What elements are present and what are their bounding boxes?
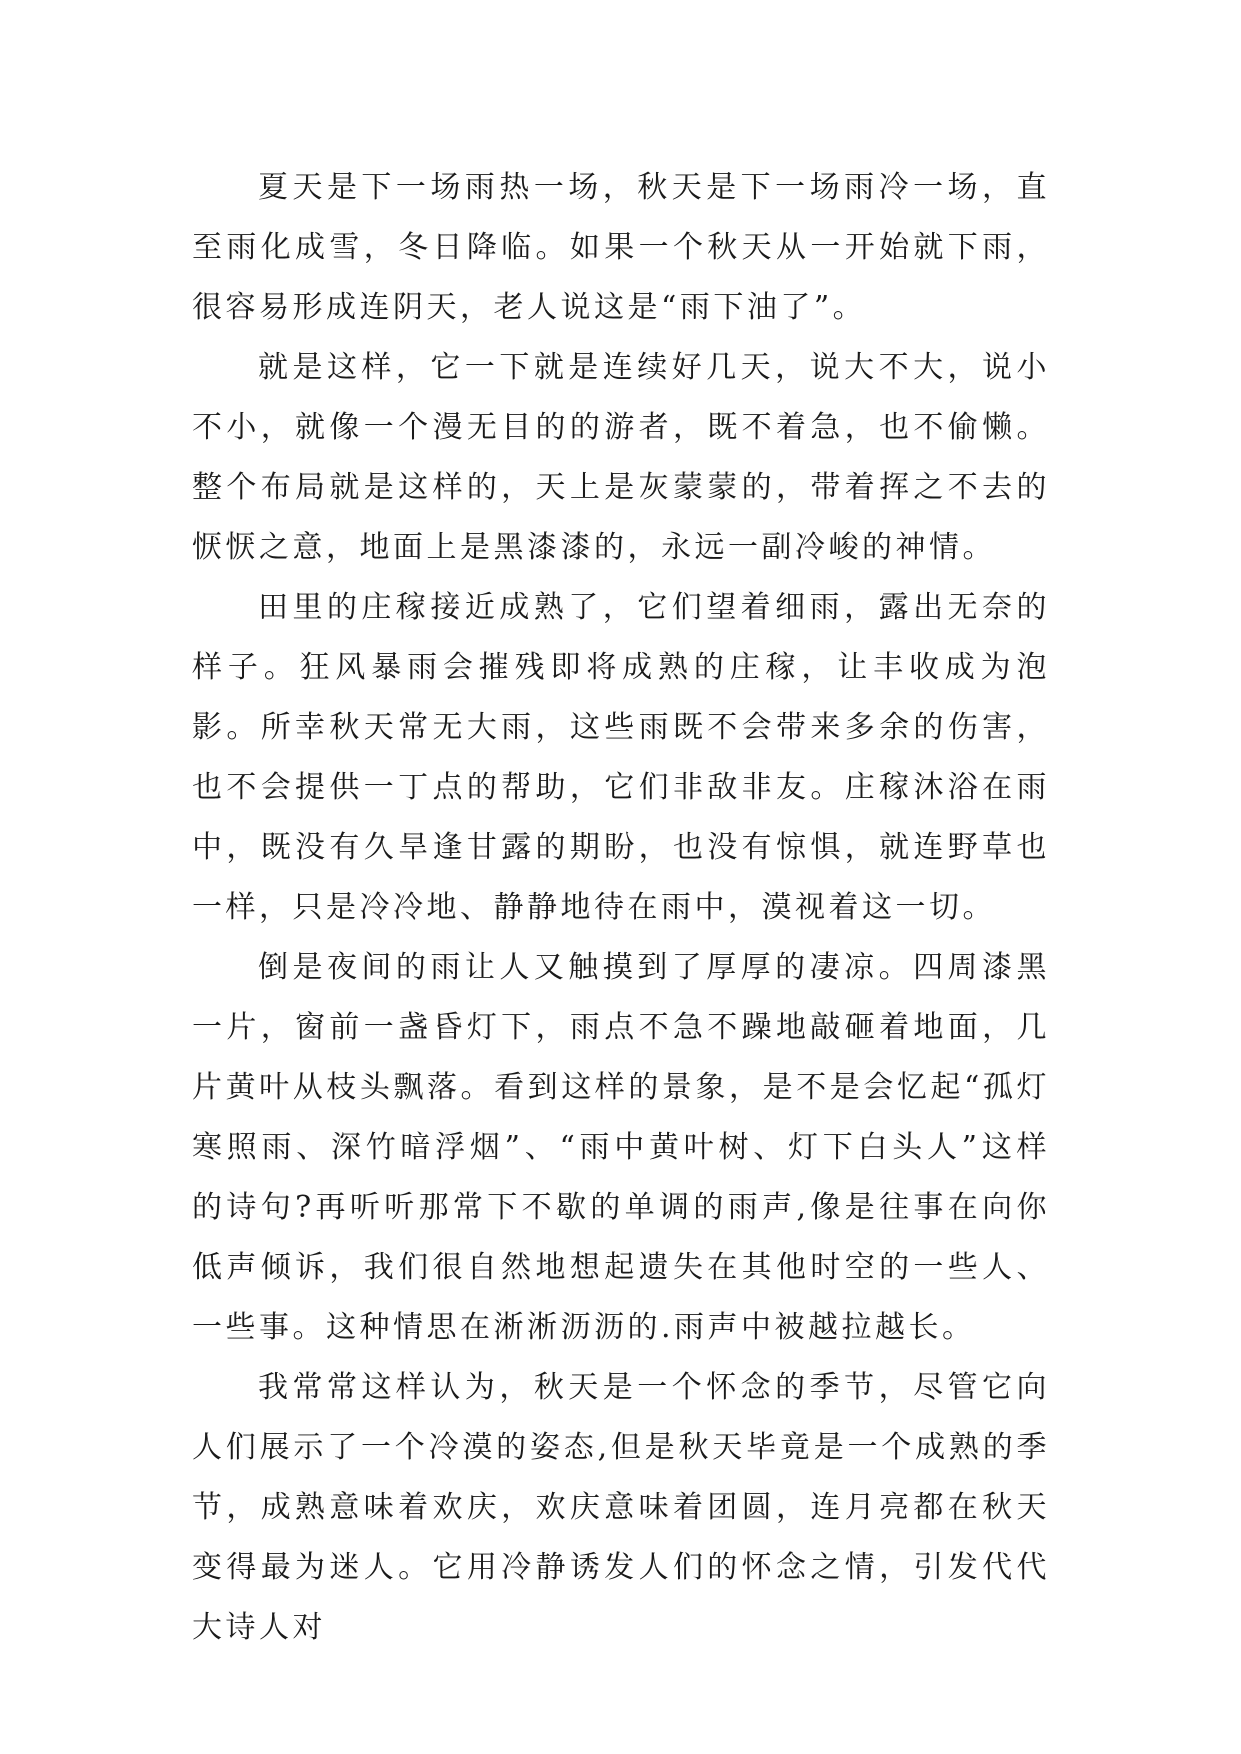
paragraph-3: 田里的庄稼接近成熟了，它们望着细雨，露出无奈的样子。狂风暴雨会摧残即将成熟的庄稼，让丰收成为泡影。所幸秋天常无大雨，这些雨既不会带来多余的伤害，也不会提供一丁点的帮助，它们非敌非友。庄稼沐浴在雨中，既没有久旱逢甘露的期盼，也没有惊惧，就连野草也一样，只是冷冷地、静静地待在雨中，漠视着这一切。 [192, 590, 1050, 925]
paragraph-5: 我常常这样认为，秋天是一个怀念的季节，尽管它向人们展示了一个冷漠的姿态,但是秋天毕竟是一个成熟的季节，成熟意味着欢庆，欢庆意味着团圆，连月亮都在秋天变得最为迷人。它用冷静诱发人们的怀念之情，引发代代大诗人对 [192, 1370, 1050, 1645]
paragraph-1: 夏天是下一场雨热一场，秋天是下一场雨冷一场，直至雨化成雪，冬日降临。如果一个秋天从一开始就下雨，很容易形成连阴天，老人说这是“雨下油了”。 [192, 170, 1050, 325]
document-body [192, 158, 1050, 1658]
paragraph-4: 倒是夜间的雨让人又触摸到了厚厚的凄凉。四周漆黑一片，窗前一盏昏灯下，雨点不急不躁地敲砸着地面，几片黄叶从枝头飘落。看到这样的景象，是不是会忆起“孤灯寒照雨、深竹暗浮烟”、“雨中黄叶树、灯下白头人”这样的诗句?再听听那常下不歇的单调的雨声,像是往事在向你低声倾诉，我们很自然地想起遗失在其他时空的一些人、一些事。这种情思在淅淅沥沥的.雨声中被越拉越长。 [192, 950, 1050, 1345]
paragraph-2: 就是这样，它一下就是连续好几天，说大不大，说小不小，就像一个漫无目的的游者，既不着急，也不偷懒。整个布局就是这样的，天上是灰蒙蒙的，带着挥之不去的恹恹之意，地面上是黑漆漆的，永远一副冷峻的神情。 [192, 350, 1050, 565]
